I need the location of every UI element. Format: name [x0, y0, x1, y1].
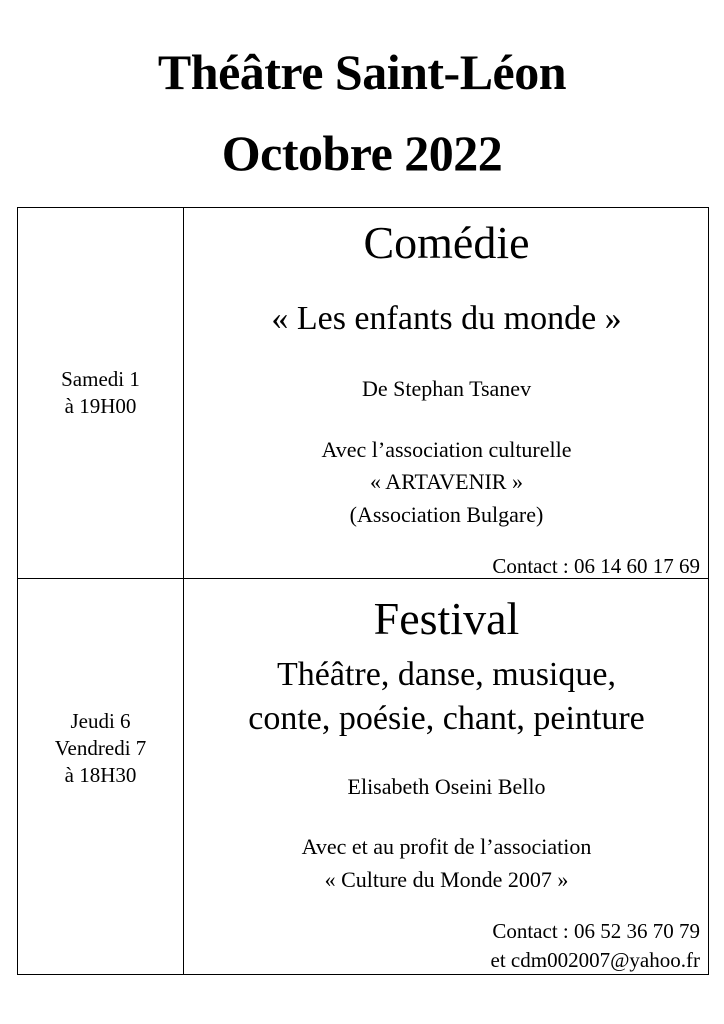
event-date-1 — [18, 366, 183, 420]
event-date-2 — [18, 708, 183, 789]
event-show-title: conte, poésie, chant, peinture — [248, 700, 645, 737]
event-author: Elisabeth Oseini Bello — [347, 774, 546, 799]
event-contact: Contact : 06 52 36 70 79 — [492, 919, 700, 943]
event-association-line: (Association Bulgare) — [349, 502, 544, 527]
event-details-2 — [185, 578, 708, 974]
page-subtitle-month: Octobre 2022 — [221, 125, 503, 181]
event-date-time: à 19H00 — [64, 394, 137, 418]
event-association-line: « Culture du Monde 2007 » — [324, 867, 569, 892]
event-genre: Comédie — [363, 217, 530, 268]
event-association-line: Avec et au profit de l’association — [301, 834, 592, 859]
event-genre: Festival — [373, 593, 520, 644]
event-email[interactable]: et cdm002007@yahoo.fr — [490, 948, 700, 972]
event-association-line: « ARTAVENIR » — [370, 469, 523, 494]
event-date-time: à 18H30 — [64, 763, 137, 787]
event-details-1 — [185, 208, 708, 578]
event-date-day: Vendredi 7 — [54, 736, 147, 760]
page-title: Théâtre Saint-Léon — [157, 44, 567, 100]
event-contact: Contact : 06 14 60 17 69 — [492, 554, 700, 578]
event-author: De Stephan Tsanev — [361, 376, 532, 401]
event-date-day: Samedi 1 — [61, 367, 140, 391]
column-divider — [183, 208, 184, 974]
event-show-title: « Les enfants du monde » — [271, 300, 622, 337]
program-table — [17, 207, 709, 975]
event-show-title: Théâtre, danse, musique, — [277, 656, 616, 693]
event-date-day: Jeudi 6 — [70, 709, 131, 733]
event-association-line: Avec l’association culturelle — [321, 437, 572, 462]
